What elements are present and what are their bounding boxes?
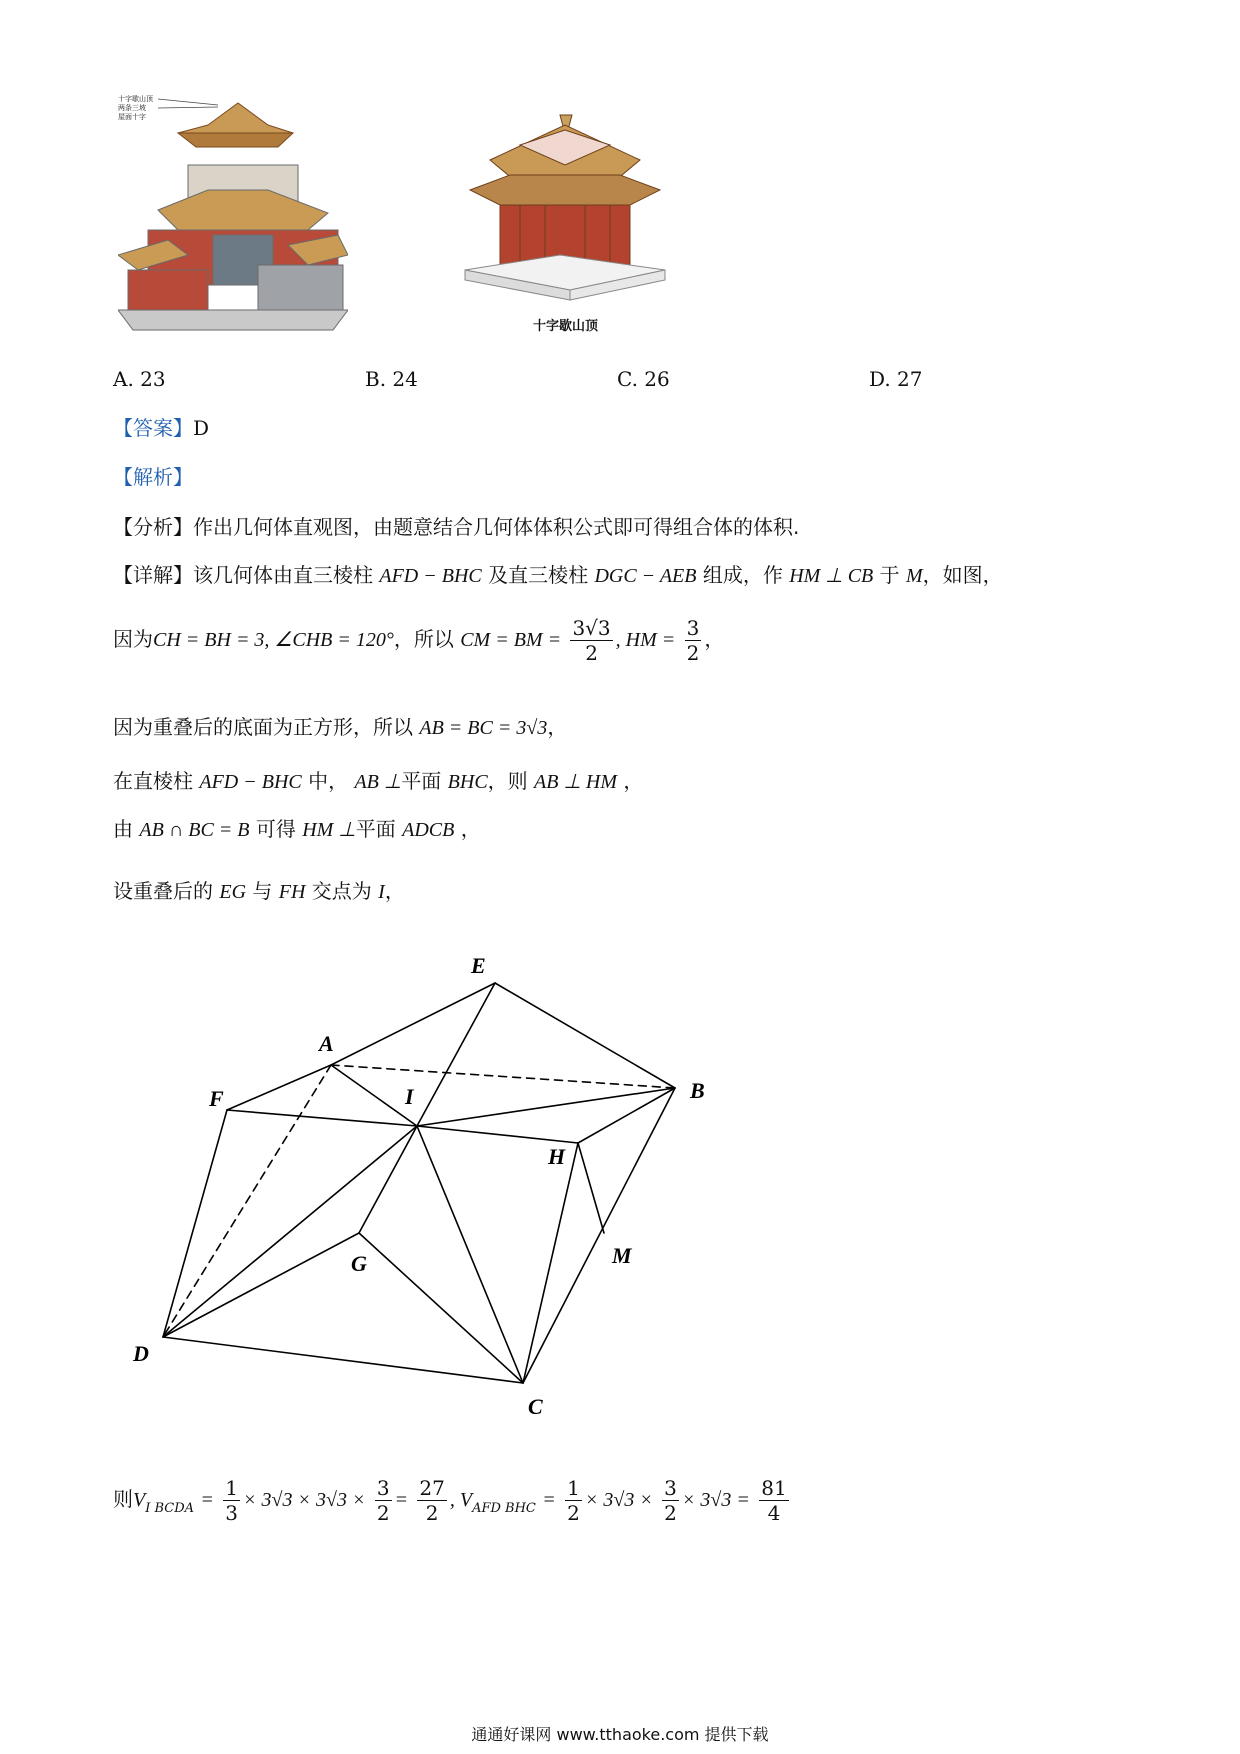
- math: × 3√3 ×: [584, 1489, 653, 1511]
- fraction: $\frac{3}{2}$: [376, 1476, 390, 1525]
- text: 则: [113, 1487, 133, 1511]
- math: I: [378, 881, 385, 903]
- math: , V: [449, 1489, 473, 1511]
- fraction: $\frac{81}{4}$: [761, 1476, 787, 1525]
- line-ch-bh: [113, 616, 724, 665]
- footer-text: 通通好课网 www.tthaoke.com 提供下载: [471, 1725, 769, 1744]
- option-d: D. 27: [869, 367, 923, 391]
- math: HM ⊥: [302, 819, 356, 841]
- answer-line: [113, 415, 209, 441]
- edge-hc: [523, 1143, 578, 1383]
- edge-fd: [163, 1110, 227, 1337]
- math: ADCB: [402, 819, 455, 841]
- math: =: [542, 1489, 556, 1511]
- text: 交点为: [311, 879, 372, 903]
- option-b: B. 24: [365, 367, 418, 391]
- fraction: $\frac{3}{2}$: [686, 616, 700, 665]
- illustration-label: 两条三坡: [118, 104, 146, 112]
- xiangjie-label: 【详解】: [113, 563, 193, 587]
- math: =: [200, 1489, 214, 1511]
- edge-ea: [331, 983, 495, 1065]
- text: ，所以: [393, 627, 454, 651]
- point-label-h: H: [548, 1144, 566, 1169]
- math: V: [133, 1489, 146, 1511]
- building-exploded-illustration: [118, 95, 348, 345]
- edge-hm: [578, 1143, 604, 1233]
- text: ，: [547, 715, 568, 739]
- edge-ib: [417, 1088, 675, 1126]
- geometry-figure: [0, 940, 760, 1420]
- edge-bc: [523, 1088, 675, 1383]
- math: BHC: [447, 771, 488, 793]
- text: 及直三棱柱: [488, 563, 589, 587]
- point-label-m: M: [612, 1243, 632, 1268]
- point-label-d: D: [133, 1341, 149, 1366]
- volume-line: [113, 1476, 792, 1525]
- text: ，: [460, 817, 481, 841]
- text: 平面: [401, 769, 442, 793]
- edge-ei: [417, 983, 495, 1126]
- edge-ih: [417, 1126, 578, 1143]
- text: ，: [384, 879, 405, 903]
- edge-gd: [163, 1233, 359, 1337]
- edge-ic: [417, 1126, 523, 1383]
- point-label-a: A: [319, 1031, 334, 1056]
- text: 可得: [255, 817, 296, 841]
- math: FH: [278, 881, 306, 903]
- text: 该几何体由直三棱柱: [193, 563, 373, 587]
- text: 与: [252, 879, 273, 903]
- text: 平面: [355, 817, 396, 841]
- edge-fi: [227, 1110, 417, 1126]
- illustration-label: 十字歇山顶: [118, 95, 153, 103]
- fraction: $\frac{3}{2}$: [664, 1476, 677, 1525]
- edge-ad-hidden: [163, 1065, 331, 1337]
- subscript: I BCDA: [145, 1501, 195, 1516]
- fraction: $\frac{1}{3}$: [225, 1476, 238, 1525]
- answer-label: 【答案】: [113, 416, 193, 440]
- text: 在直棱柱: [113, 769, 193, 793]
- option-a: A. 23: [113, 367, 166, 391]
- edge-dc: [163, 1337, 523, 1383]
- math: , HM =: [615, 629, 676, 651]
- math: EG: [219, 881, 247, 903]
- math: CH = BH = 3, ∠CHB = 120°: [153, 629, 394, 651]
- text: 因为: [113, 627, 153, 651]
- option-c: C. 26: [617, 367, 670, 391]
- line-intersection: [113, 816, 481, 843]
- fraction: $\frac{3√3}{2}$: [572, 616, 611, 665]
- fenxi-label: 【分析】: [113, 515, 193, 539]
- edge-ig: [359, 1126, 417, 1233]
- math: =: [394, 1489, 409, 1511]
- math: AFD − BHC: [199, 771, 302, 793]
- edge-gc: [359, 1233, 523, 1383]
- math: DGC − AEB: [594, 565, 697, 587]
- math: HM ⊥ CB: [789, 565, 874, 587]
- edge-eb: [495, 983, 675, 1088]
- point-label-i: I: [405, 1084, 414, 1109]
- building-pavilion-illustration: [460, 105, 670, 340]
- math: AB ⊥ HM: [534, 771, 617, 793]
- xiangjie-line: [113, 562, 1003, 589]
- text: 于: [879, 563, 900, 587]
- math: AB = BC = 3√3: [419, 717, 548, 739]
- math: M: [906, 565, 923, 587]
- label-leader-lines: [158, 95, 228, 115]
- point-label-c: C: [528, 1394, 543, 1419]
- math: AFD − BHC: [379, 565, 482, 587]
- text: ，如图，: [922, 563, 1003, 587]
- math: × 3√3 =: [681, 1489, 750, 1511]
- point-label-b: B: [690, 1078, 705, 1103]
- fraction: $\frac{27}{2}$: [419, 1476, 445, 1525]
- math: CM = BM =: [460, 629, 562, 651]
- point-label-f: F: [209, 1086, 224, 1111]
- illustration-label: 屋面十字: [118, 113, 146, 121]
- text: 设重叠后的: [113, 879, 213, 903]
- text: ，: [704, 627, 725, 651]
- edge-af: [227, 1065, 331, 1110]
- subscript: AFD BHC: [472, 1501, 536, 1516]
- analysis-label: 【解析】: [113, 465, 193, 489]
- fenxi-line: [113, 514, 799, 540]
- text: 由: [113, 817, 133, 841]
- text: 组成，作: [702, 563, 783, 587]
- fenxi-text: 作出几何体直观图，由题意结合几何体体积公式即可得组合体的体积.: [193, 515, 800, 539]
- text: ，则: [487, 769, 528, 793]
- math: AB ⊥: [354, 771, 402, 793]
- math: × 3√3 × 3√3 ×: [243, 1489, 366, 1511]
- math: AB ∩ BC = B: [139, 819, 250, 841]
- point-label-e: E: [471, 953, 486, 978]
- text: ，: [623, 769, 644, 793]
- edge-id: [163, 1126, 417, 1337]
- line-square-base: [113, 714, 567, 741]
- answer-value: D: [193, 416, 210, 440]
- edge-ab-hidden: [331, 1065, 675, 1088]
- fraction: $\frac{1}{2}$: [567, 1476, 580, 1525]
- line-prism: [113, 768, 643, 795]
- text: 因为重叠后的底面为正方形，所以: [113, 715, 413, 739]
- line-intersection-point: [113, 878, 405, 905]
- text: 中，: [308, 769, 349, 793]
- point-label-g: G: [351, 1251, 367, 1276]
- illustration-caption: 十字歇山顶: [533, 319, 599, 334]
